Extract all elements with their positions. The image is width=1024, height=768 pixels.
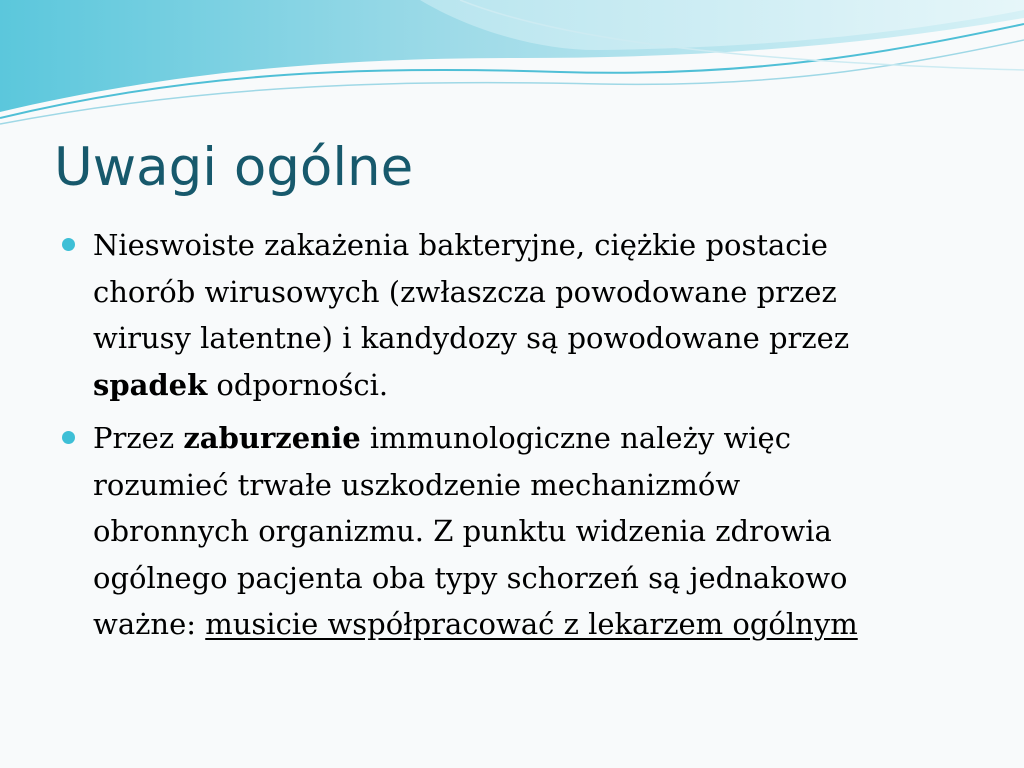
text-line: ogólnego pacjenta oba typy schorzeń są jednakowo [93, 560, 848, 595]
text-line: obronnych organizmu. Z punktu widzenia zdrowia [93, 514, 832, 548]
list-item [62, 415, 962, 648]
underlined-phrase: musicie współpracować z lekarzem ogólnym [205, 607, 858, 641]
text-line: wirusy latentne) i kandydozy są powodowane przez [93, 321, 850, 355]
slide-title: Uwagi ogólne [54, 137, 414, 198]
bullet-list [62, 222, 962, 655]
text-segment: odporności. [207, 367, 389, 402]
text-segment: immunologiczne należy więc [360, 421, 791, 455]
bullet-icon [62, 431, 75, 444]
text-line: chorób wirusowych (zwłaszcza powodowane przez [93, 274, 837, 309]
text-line [93, 601, 962, 648]
text-line [93, 362, 962, 409]
text-line: Nieswoiste zakażenia bakteryjne, ciężkie postacie [93, 228, 828, 262]
text-segment: Przez [93, 421, 184, 455]
bullet-icon [62, 238, 75, 251]
text-line: rozumieć trwałe uszkodzenie mechanizmów [93, 467, 741, 502]
decorative-wave [0, 0, 1024, 130]
bold-term: zaburzenie [183, 421, 361, 455]
list-item [62, 222, 962, 408]
text-segment: ważne: [93, 607, 206, 641]
bold-term: spadek [93, 367, 208, 402]
text-line [93, 415, 962, 462]
